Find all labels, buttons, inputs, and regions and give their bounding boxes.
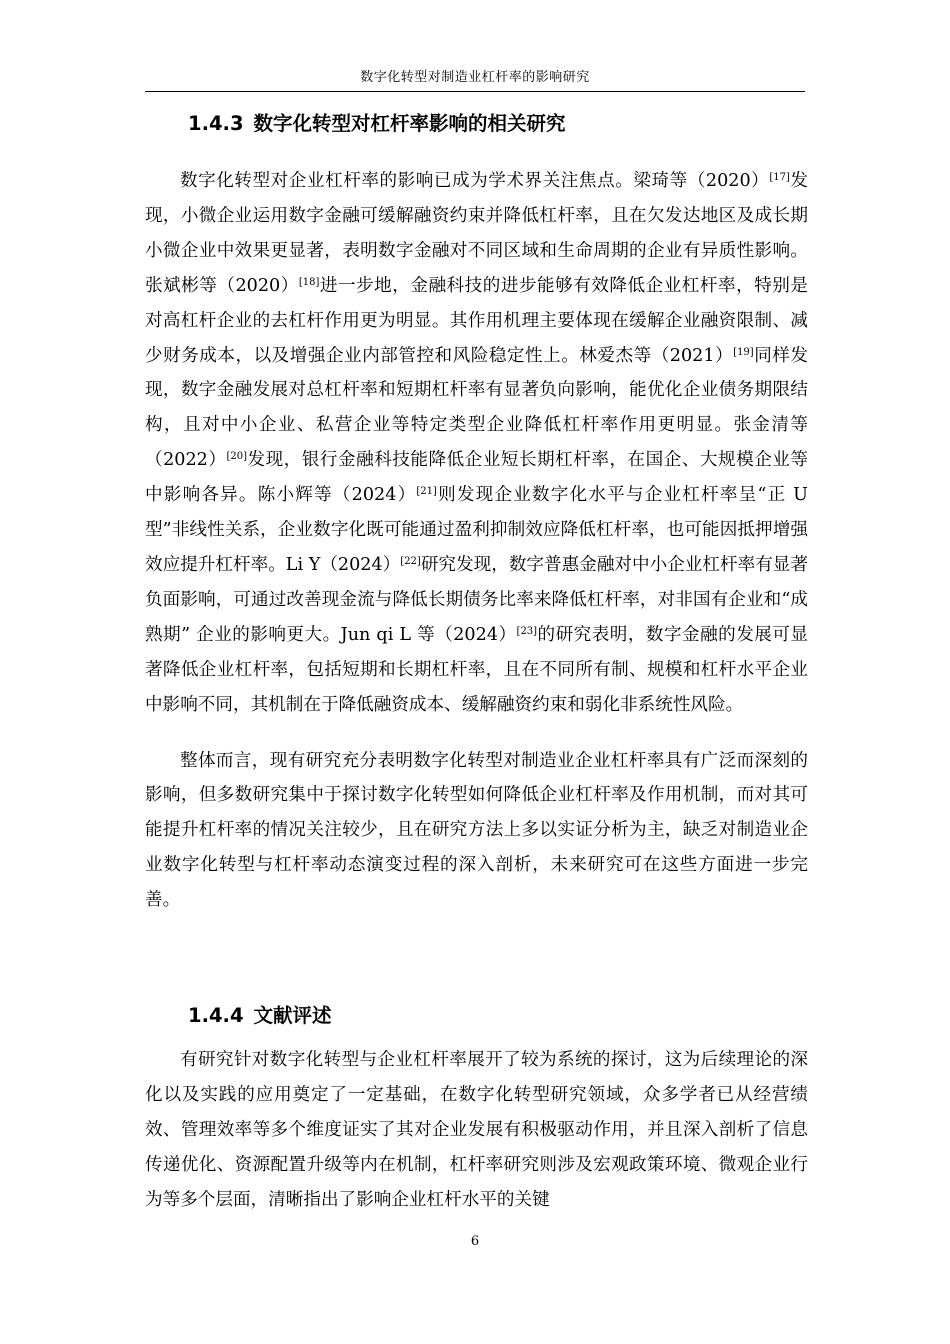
citation-ref: [17] <box>769 172 790 183</box>
section-heading-1-4-3 <box>188 108 566 136</box>
paragraph-literature-comment: 有研究针对数字化转型与企业杠杆率展开了较为系统的探讨，这为后续理论的深化以及实践的应用奠定了一定基础，在数字化转型研究领域，众多学者已从经营绩效、管理效率等多个维度证实了其对企业发展有积极驱动作用，并且深入剖析了信息传递优化、资源配置升级等内在机制，杠杆率研究则涉及宏观政策环境、微观企业行为等多个层面，清晰指出了影响企业杠杆水平的关键 <box>145 1050 808 1210</box>
paragraph-summary: 整体而言，现有研究充分表明数字化转型对制造业企业杠杆率具有广泛而深刻的影响，但多数研究集中于探讨数字化转型如何降低企业杠杆率及作用机制，而对其可能提升杠杆率的情况关注较少，且在研究方法上多以实证分析为主，缺乏对制造业企业数字化转型与杠杆率动态演变过程的深入剖析，未来研究可在这些方面进一步完善。 <box>145 750 808 911</box>
citation-ref: [22] <box>400 555 421 567</box>
section-body-1-4-3 <box>145 164 808 918</box>
running-header: 数字化转型对制造业杠杆率的影响研究 <box>360 70 590 85</box>
section-heading-1-4-4 <box>188 1000 332 1028</box>
header-rule <box>145 91 805 92</box>
citation-ref: [23] <box>516 625 538 637</box>
section-body-1-4-4 <box>145 1043 808 1218</box>
section-title: 数字化转型对杠杆率影响的相关研究 <box>253 112 566 135</box>
section-title: 文献评述 <box>253 1004 332 1027</box>
section-number: 1.4.3 <box>188 112 244 135</box>
citation-ref: [18] <box>298 276 320 288</box>
section-number: 1.4.4 <box>188 1004 244 1027</box>
citation-ref: [19] <box>733 346 754 358</box>
page-number: 6 <box>470 1234 480 1249</box>
paragraph-literature-review: 数字化转型对企业杠杆率的影响已成为学术界关注焦点。梁琦等（2020）[17]发现，小微企业运用数字金融可缓解融资约束并降低杠杆率，且在欠发达地区及成长期小微企业中效果更显著，表明数字金融对不同区域和生命周期的企业有异质性影响。张斌彬等（2020）[18]进一步地，金融科技的进步能够有效降低企业杠杆率，特别是对高杠杆企业的去杠杆作用更为明显。其作用机理主要体现在缓解企业融资限制、减少财务成本，以及增强企业内部管控和风险稳定性上。林爱杰等（2021）[19]同样发现，数字金融发展对总杠杆率和短期杠杆率有显著负向影响，能优化企业债务期限结构，且对中小企业、私营企业等特定类型企业降低杠杆率作用更明显。张金清等（2022）[20]发现，银行金融科技能降低企业短长期杠杆率，在国企、大规模企业等中影响各异。陈小辉等（2024）[21]则发现企业数字化水平与企业杠杆率呈“正 U型”非线性关系，企业数字化既可能通过盈利抑制效应降低杠杆率，也可能因抵押增强效应提升杠杆率。Li Y（2024）[22]研究发现，数字普惠金融对中小企业杠杆率有显著负面影响，可通过改善现金流与降低长期债务比率来降低杠杆率，对非国有企业和“成熟期” 企业的影响更大。Jun qi L 等（2024）[23]的研究表明，数字金融的发展可显著降低企业杠杆率，包括短期和长期杠杆率，且在不同所有制、规模和杠杆水平企业中影响不同，其机制在于降低融资成本、缓解融资约束和弱化非系统性风险。 <box>145 171 808 715</box>
citation-ref: [21] <box>416 486 437 498</box>
citation-ref: [20] <box>226 451 248 463</box>
